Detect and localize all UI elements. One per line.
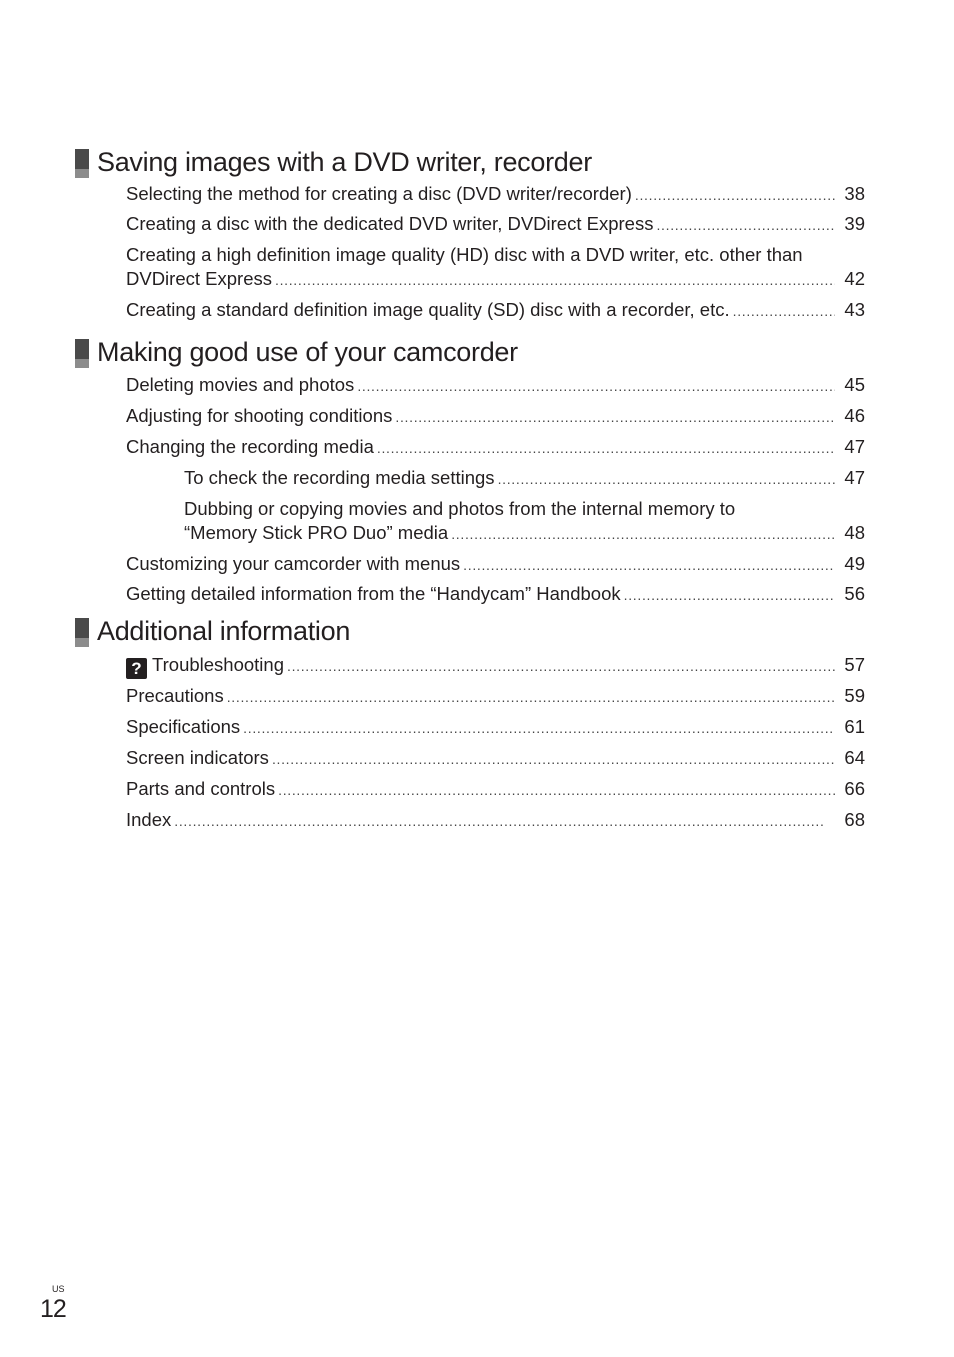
toc-section-dvd — [75, 145, 865, 323]
dot-leader — [243, 716, 835, 740]
toc-page-number: 64 — [844, 747, 865, 768]
section-title: Making good use of your camcorder — [97, 337, 518, 367]
dot-leader — [498, 467, 835, 491]
dot-leader — [377, 436, 835, 460]
toc-entry[interactable] — [126, 212, 865, 237]
toc-entry-title: Getting detailed information from the “Handycam” Handbook — [126, 583, 621, 604]
dot-leader — [624, 583, 835, 607]
toc-page-number: 66 — [844, 778, 865, 799]
toc-entry-title: Deleting movies and photos — [126, 374, 355, 395]
toc-entry-title: Changing the recording media — [126, 436, 374, 457]
toc-section-additional — [75, 614, 865, 833]
toc-entry-title: Index — [126, 809, 172, 830]
toc-entry-title: Specifications — [126, 716, 241, 737]
toc-entry[interactable] — [126, 746, 865, 771]
toc-entry[interactable] — [126, 653, 865, 679]
dot-leader — [278, 778, 835, 802]
toc-entry-title-cont: “Memory Stick PRO Duo” media — [184, 522, 449, 543]
toc-entry[interactable] — [126, 715, 865, 740]
toc-entry[interactable] — [126, 552, 865, 577]
dot-leader — [287, 654, 835, 678]
toc-page-number: 48 — [844, 522, 865, 543]
section-header — [75, 335, 865, 369]
toc-page-number: 61 — [844, 716, 865, 737]
toc-entry-title: Troubleshooting — [152, 654, 284, 675]
toc-entry-title: Adjusting for shooting conditions — [126, 405, 393, 426]
toc-entry-title: Selecting the method for creating a disc (DVD writer/recorder) — [126, 183, 632, 204]
toc-page-number: 43 — [844, 299, 865, 320]
toc-entry[interactable] — [126, 373, 865, 398]
toc-page-number: 47 — [844, 467, 865, 488]
toc-entry[interactable] — [126, 808, 865, 833]
toc-page-number: 59 — [844, 685, 865, 706]
dot-leader — [463, 553, 835, 577]
toc-entry-title: Dubbing or copying movies and photos from the internal memory to — [184, 498, 736, 519]
toc-page-number: 42 — [844, 268, 865, 289]
dot-leader — [395, 405, 835, 429]
dot-leader — [733, 299, 835, 323]
section-marker-icon — [75, 339, 89, 367]
toc-entry[interactable] — [126, 182, 865, 207]
toc-entry[interactable] — [126, 404, 865, 429]
toc-entry-title: Creating a standard definition image quality (SD) disc with a recorder, etc. — [126, 299, 730, 320]
dot-leader — [635, 183, 835, 207]
toc-page-number: 46 — [844, 405, 865, 426]
dot-leader — [451, 522, 835, 546]
section-title: Additional information — [97, 616, 351, 646]
toc-entry-title: Parts and controls — [126, 778, 276, 799]
dot-leader — [174, 809, 835, 833]
section-header — [75, 145, 865, 179]
toc-entry[interactable] — [126, 777, 865, 802]
section-marker-icon — [75, 618, 89, 646]
toc-entry-title-cont: DVDirect Express — [126, 268, 272, 289]
dot-leader — [656, 213, 835, 237]
toc-entry[interactable] — [126, 243, 865, 292]
dot-leader — [272, 747, 835, 771]
dot-leader — [275, 268, 835, 292]
toc-entry-title: Customizing your camcorder with menus — [126, 553, 461, 574]
toc-subentry[interactable] — [184, 466, 865, 491]
section-title: Saving images with a DVD writer, recorder — [97, 147, 592, 177]
toc-entry-title: Creating a high definition image quality (HD) disc with a DVD writer, etc. other than — [126, 244, 803, 265]
section-header — [75, 614, 865, 648]
toc-entry-title: Precautions — [126, 685, 224, 706]
toc-page-number: 56 — [844, 583, 865, 604]
toc-section-camcorder — [75, 335, 865, 607]
toc-entry[interactable] — [126, 435, 865, 460]
toc-page-number: 57 — [844, 654, 865, 675]
dot-leader — [227, 685, 835, 709]
toc-page-number: 49 — [844, 553, 865, 574]
question-icon: ? — [126, 658, 147, 679]
footer-region-label: US — [52, 1284, 65, 1294]
toc-subentry[interactable] — [184, 497, 865, 546]
toc-page-number: 47 — [844, 436, 865, 457]
toc-entry-title: Screen indicators — [126, 747, 269, 768]
toc-entry-title: To check the recording media settings — [184, 467, 495, 488]
toc-page-number: 68 — [844, 809, 865, 830]
dot-leader — [357, 374, 835, 398]
toc-entry[interactable] — [126, 582, 865, 607]
toc-page-number: 38 — [844, 183, 865, 204]
toc-page-number: 45 — [844, 374, 865, 395]
footer-page-number: 12 — [40, 1295, 66, 1323]
toc-entry[interactable] — [126, 298, 865, 323]
toc-entry[interactable] — [126, 684, 865, 709]
toc-page-number: 39 — [844, 213, 865, 234]
toc-entry-title: Creating a disc with the dedicated DVD writer, DVDirect Express — [126, 213, 654, 234]
section-marker-icon — [75, 149, 89, 177]
